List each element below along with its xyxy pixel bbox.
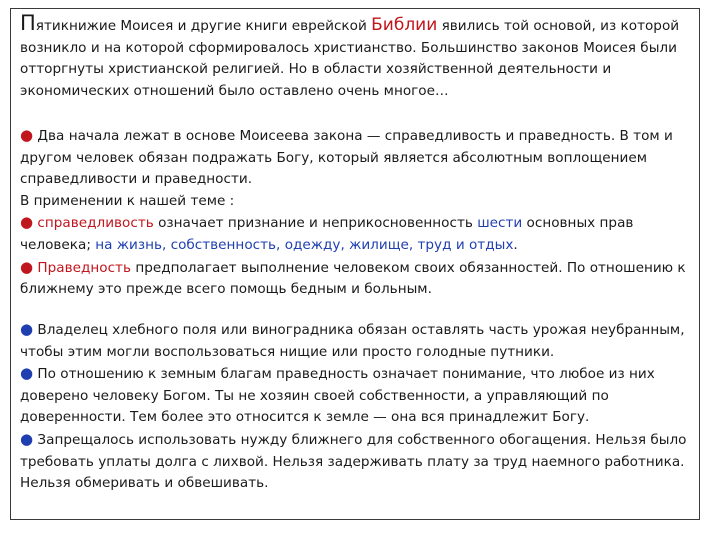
application-heading: В применении к нашей теме :	[20, 192, 235, 209]
justice-paragraph	[20, 212, 702, 256]
rule-text: Запрещалось использовать нужду ближнего для собственного обогащения. Нельзя было требовать уплаты долга с лихвой. Нельзя задерживать плату за труд наемного работника. Нельзя обмеривать и обвешивать.	[20, 431, 687, 492]
intro-text-continued: явились той основой, из которой возникло и на которой сформировалось христианство. Большинство законов Моисея были отторгнуты христианской религией. Но в области хозяйственной деятельности и экономических отношений было оставлено очень многое…	[20, 18, 680, 99]
bullet-icon: ●	[20, 257, 34, 276]
righteousness-paragraph	[20, 257, 702, 301]
principle-text: Два начала лежат в основе Моисеева закона — справедливость и праведность. В том и другом человек обязан подражать Богу, который является абсолютным воплощением справедливости и праведности.	[20, 128, 673, 188]
justice-end: .	[513, 236, 518, 253]
intro-block	[20, 11, 702, 102]
intro-text: ятикнижие Моисея и другие книги еврейской	[35, 18, 372, 34]
righteousness-term: Праведность	[37, 259, 131, 276]
justice-text: означает признание и неприкосновенность	[153, 215, 478, 232]
bullet-icon: ●	[20, 320, 34, 338]
bullet-icon: ●	[20, 429, 34, 448]
rule-paragraph	[20, 363, 702, 429]
six-word: шести	[477, 215, 523, 232]
intro-paragraph	[20, 11, 702, 102]
rule-paragraph	[20, 319, 702, 363]
justice-text-2: основных прав человека;	[20, 215, 634, 253]
bullet-icon: ●	[20, 126, 34, 144]
rule-text: Владелец хлебного поля или виноградника обязан оставлять часть урожая неубранным, чтобы этим могли воспользоваться нищие или просто голодные путники.	[20, 322, 685, 360]
principles-block	[20, 125, 702, 301]
rules-block	[20, 319, 702, 495]
bullet-icon: ●	[20, 364, 34, 383]
bible-word: Библии	[371, 15, 438, 35]
justice-term: справедливость	[37, 215, 154, 232]
drop-letter: П	[20, 11, 36, 35]
principle-paragraph	[20, 125, 702, 191]
rule-paragraph	[20, 429, 702, 495]
righteousness-text: предполагает выполнение человеком своих обязанностей. По отношению к ближнему это прежде всего помощь бедным и больным.	[20, 259, 686, 298]
rights-list: на жизнь, собственность, одежду, жилище, труд и отдых	[95, 236, 514, 253]
rule-text: По отношению к земным благам праведность означает понимание, что любое из них доверено человеку Богом. Ты не хозяин своей собственности, а управляющий по доверенности. Тем более это относится к земле — она вся принадлежит Богу.	[20, 366, 655, 426]
bullet-icon: ●	[20, 213, 34, 232]
